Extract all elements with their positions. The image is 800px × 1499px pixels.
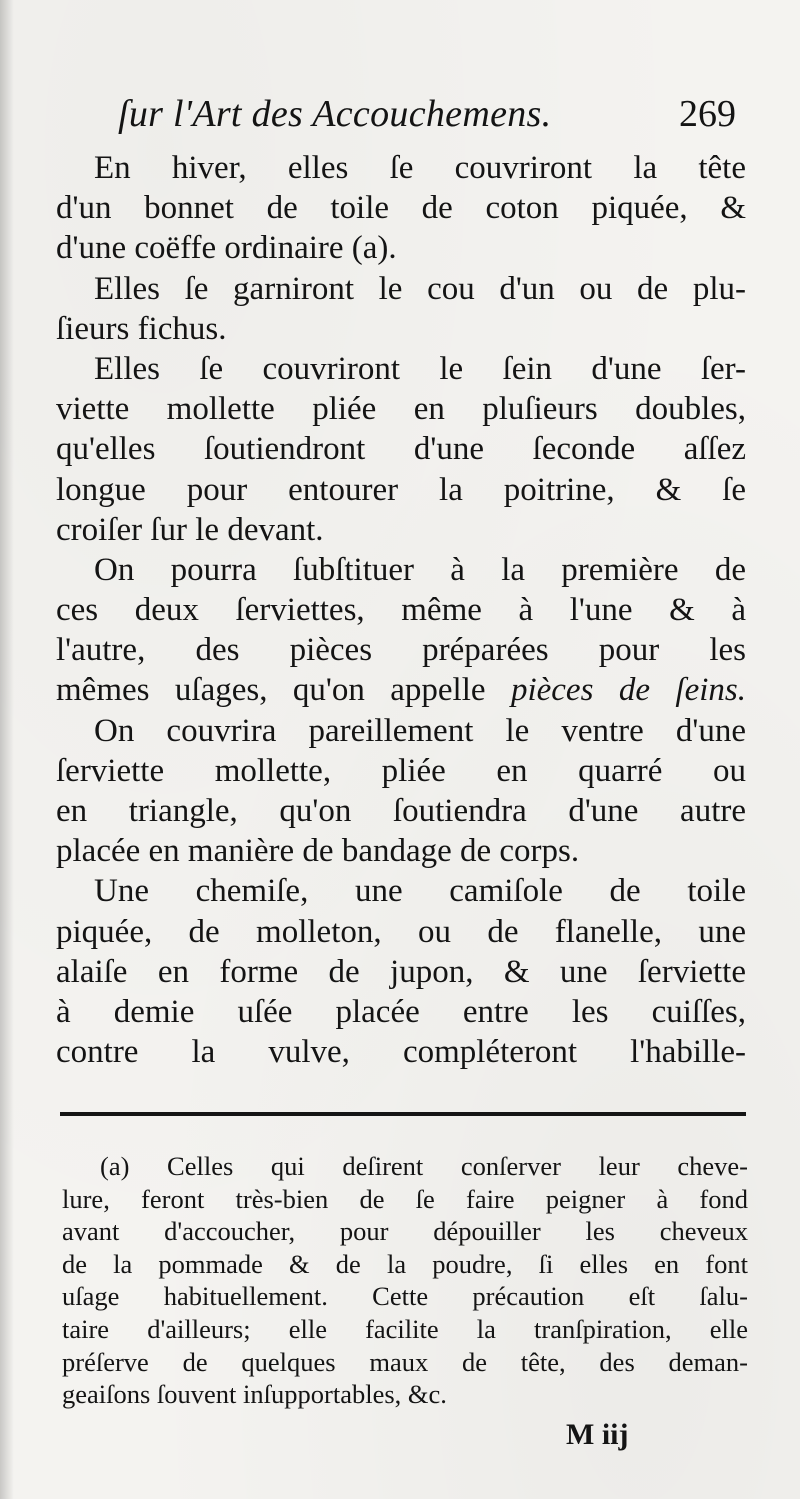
footnote [62, 1150, 748, 1411]
text-line: ſerviette mollette, pliée en quarré ou [56, 752, 746, 789]
text-line: ces deux ſerviettes, même à l'une & à [56, 592, 746, 629]
page-number: 269 [679, 93, 736, 135]
text-line: l'autre, des pièces préparées pour les [56, 632, 746, 669]
footnote-line: taire d'ailleurs; elle facilite la tranſpiration, elle [62, 1313, 748, 1344]
text-line: d'un bonnet de toile de coton piquée, & [56, 190, 746, 227]
text-line: En hiver, elles ſe couvriront la tête [94, 150, 746, 186]
footnote-line: avant d'accoucher, pour dépouiller les cheveux [62, 1216, 748, 1247]
text-line: à demie uſée placée entre les cuiſſes, [56, 993, 746, 1030]
main-text [56, 148, 746, 1072]
running-head-title: ſur l'Art des Accouchemens. [118, 93, 552, 135]
running-head [118, 92, 736, 152]
text-line: On pourra ſubſtituer à la première de [94, 551, 746, 588]
text-line: ſieurs fichus. [56, 310, 227, 347]
text-line: alaiſe en forme de jupon, & une ſerviette [56, 953, 746, 990]
text-line: On couvrira pareillement le ventre d'une [94, 712, 746, 749]
text-line-start: mêmes uſages, qu'on appelle [56, 672, 486, 709]
footnote-line: de la pommade & de la poudre, ſi elles en font [62, 1248, 748, 1279]
signature-mark: M iij [566, 1418, 629, 1451]
italic-term: pièces de ſeins. [510, 672, 746, 709]
footnote-line: uſage habituellement. Cette précaution eſt ſalu- [62, 1281, 748, 1312]
text-line: d'une coëffe ordinaire (a). [56, 230, 397, 267]
text-line: contre la vulve, compléteront l'habille- [56, 1034, 746, 1071]
footnote-line: geaiſons ſouvent inſupportables, &c. [62, 1379, 447, 1410]
text-line: Une chemiſe, une camiſole de toile [94, 873, 746, 910]
text-line: piquée, de molleton, ou de flanelle, une [56, 913, 746, 950]
text-line: longue pour entourer la poitrine, & ſe [56, 471, 746, 508]
text-line: placée en manière de bandage de corps. [56, 833, 580, 870]
text-line: croiſer ſur le devant. [56, 511, 324, 548]
text-line: Elles ſe garniront le cou d'un ou de plu- [94, 270, 746, 307]
text-line: en triangle, qu'on ſoutiendra d'une autre [56, 793, 746, 829]
footnote-separator-rule [60, 1112, 746, 1116]
text-line: viette mollette pliée en pluſieurs doubles, [56, 391, 746, 428]
text-line: Elles ſe couvriront le ſein d'une ſer- [94, 350, 746, 387]
text-line: qu'elles ſoutiendront d'une ſeconde aſſez [56, 431, 746, 468]
footnote-line: (a) Celles qui deſirent conſerver leur cheve- [100, 1151, 748, 1181]
footnote-line: lure, feront très-bien de ſe faire peigner à fond [62, 1183, 748, 1214]
footnote-line: préſerve de quelques maux de tête, des deman- [62, 1346, 748, 1377]
text-line-with-italic [56, 670, 746, 710]
page-gutter-shadow [0, 0, 14, 1499]
